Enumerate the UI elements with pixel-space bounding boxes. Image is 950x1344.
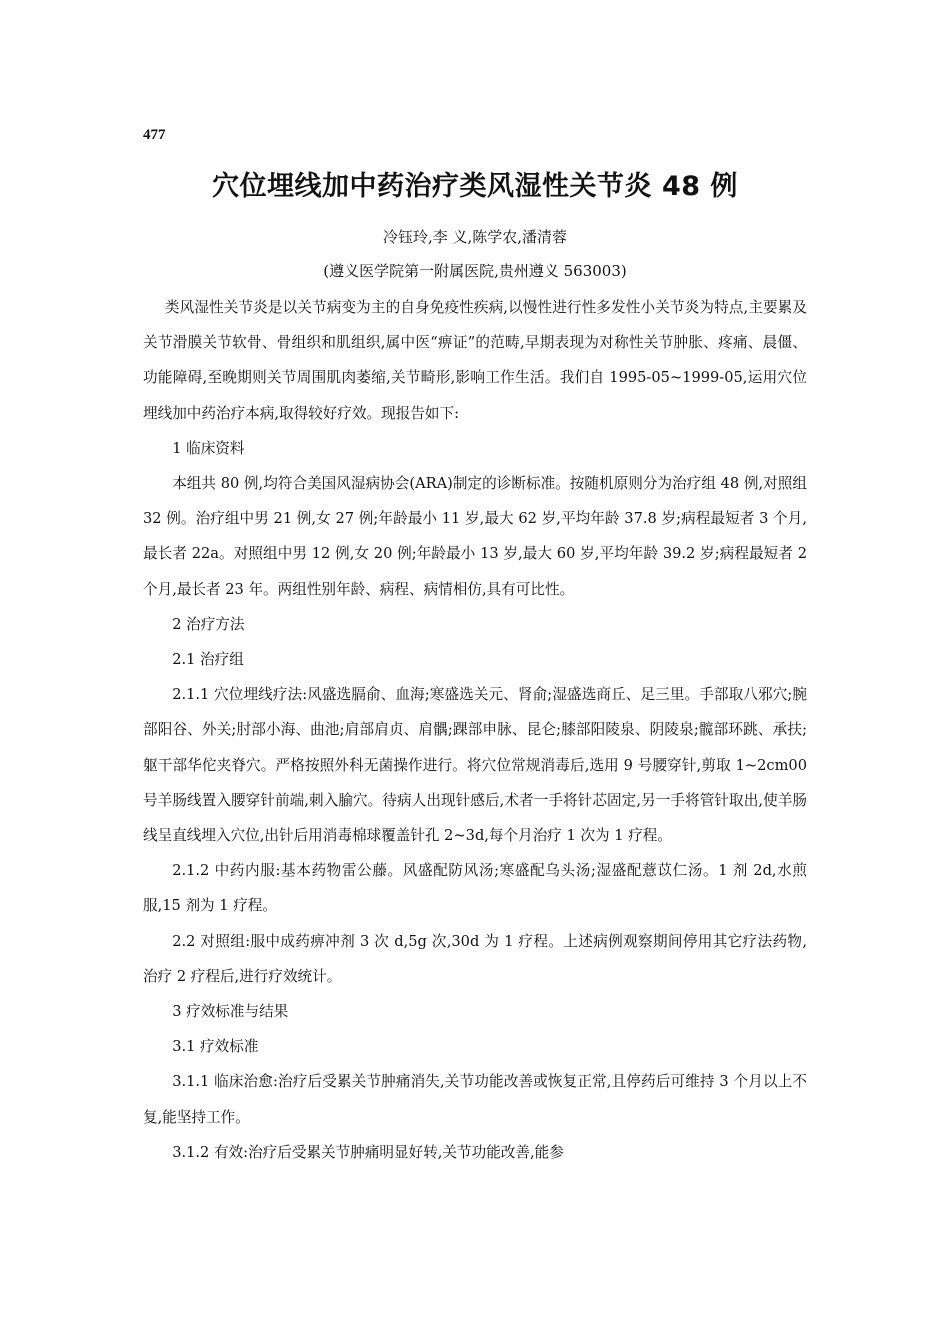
body-paragraph: 本组共 80 例,均符合美国风湿病协会(ARA)制定的诊断标准。按随机原则分为治疗组 48 例,对照组 32 例。治疗组中男 21 例,女 27 例;年龄最小 11 岁,最大 62 岁,平均年龄 37.8 岁;病程最短者 3 个月,最长者 22a。对照组中男 12 例,女 20 例;年龄最小 13 岁,最大 60 岁,平均年龄 39.2 岁;病程最短者 2 个月,最长者 23 年。两组性别年龄、病程、病情相仿,具有可比性。: [143, 475, 807, 598]
body-paragraph: 2.2 对照组:服中成药痹冲剂 3 次 d,5g 次,30d 为 1 疗程。上述病例观察期间停用其它疗法药物,治疗 2 疗程后,进行疗效统计。: [143, 932, 807, 985]
page-number: 477: [143, 127, 166, 143]
author-list: 冷钰玲,李 义,陈学农,潘清蓉: [382, 228, 568, 246]
body-paragraph: 3.1.1 临床治愈:治疗后受累关节肿痛消失,关节功能改善或恢复正常,且停药后可维持 3 个月以上不复,能坚持工作。: [143, 1073, 807, 1126]
body-paragraph: 3.1.2 有效:治疗后受累关节肿痛明显好转,关节功能改善,能参: [172, 1143, 564, 1161]
article-body: [143, 290, 807, 1170]
article-title: 穴位埋线加中药治疗类风湿性关节炎 48 例: [212, 171, 738, 202]
subsection-heading: 3.1 疗效标准: [172, 1038, 259, 1056]
author-affiliation: (遵义医学院第一附属医院,贵州遵义 563003): [323, 262, 627, 280]
body-paragraph: 2.1.1 穴位埋线疗法:风盛选膈俞、血海;寒盛选关元、肾俞;湿盛选商丘、足三里。手部取八邪穴;腕部阳谷、外关;肘部小海、曲池;肩部肩贞、肩髃;踝部申脉、昆仑;膝部阳陵泉、阴陵泉;髋部环跳、承扶;躯干部华佗夹脊穴。严格按照外科无菌操作进行。将穴位常规消毒后,选用 9 号腰穿针,剪取 1~2cm00 号羊肠线置入腰穿针前端,刺入腧穴。待病人出现针感后,术者一手将针芯固定,另一手将管针取出,使羊肠线呈直线埋入穴位,出针后用消毒棉球覆盖针孔 2~3d,每个月治疗 1 次为 1 疗程。: [143, 686, 807, 845]
subsection-heading: 2.1 治疗组: [172, 651, 244, 669]
body-paragraph: 2.1.2 中药内服:基本药物雷公藤。风盛配防风汤;寒盛配乌头汤;湿盛配薏苡仁汤。1 剂 2d,水煎服,15 剂为 1 疗程。: [143, 862, 807, 915]
section-heading: 3 疗效标准与结果: [172, 1003, 289, 1021]
section-heading: 2 治疗方法: [172, 615, 245, 633]
intro-paragraph: 类风湿性关节炎是以关节病变为主的自身免疫性疾病,以慢性进行性多发性小关节炎为特点,主要累及关节滑膜关节软骨、骨组织和肌组织,属中医“痹证”的范畴,早期表现为对称性关节肿胀、疼痛、晨僵、功能障碍,至晚期则关节周围肌肉萎缩,关节畸形,影响工作生活。我们自 1995-05~1999-05,运用穴位埋线加中药治疗本病,取得较好疗效。现报告如下:: [143, 299, 807, 422]
section-heading: 1 临床资料: [172, 439, 245, 457]
